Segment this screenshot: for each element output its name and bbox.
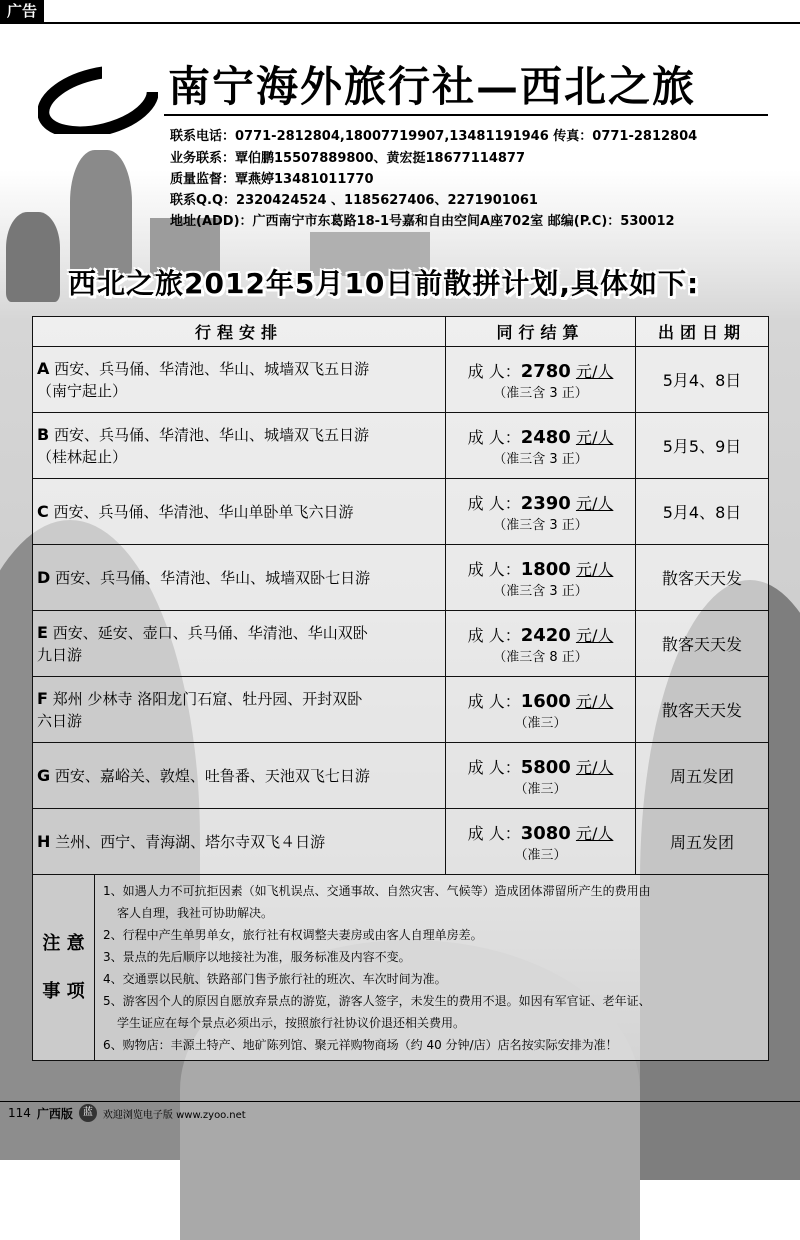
edition-label: 广西版 — [36, 1106, 73, 1121]
price-value: 2390 — [520, 492, 571, 514]
notes-list — [95, 875, 769, 1061]
top-bar — [0, 0, 800, 24]
route-letter: E — [37, 622, 48, 642]
price-unit: 元/人 — [575, 823, 614, 843]
price-label: 成 人： — [467, 361, 521, 381]
route-text: 西安、延安、壶口、兵马俑、华清池、华山双卧 — [52, 623, 368, 642]
table-row — [33, 479, 769, 545]
note-item: 2、行程中产生单男单女，旅行社有权调整夫妻房或由客人自理单房差。 — [103, 927, 483, 942]
price-unit: 元/人 — [575, 757, 614, 777]
route-text-2: 九日游 — [37, 645, 83, 664]
price-label: 成 人： — [467, 493, 521, 513]
price-note: （准三） — [514, 847, 567, 863]
price-cell — [446, 677, 636, 743]
title-divider — [164, 114, 768, 116]
departure-date: 5月5、9日 — [636, 413, 769, 479]
price-cell — [446, 479, 636, 545]
notes-row — [33, 875, 769, 1061]
route-cell — [33, 479, 446, 545]
route-letter: A — [37, 358, 50, 378]
contact-phone: 联系电话：0771-2812804,18007719907,13481191946 传真：0771-2812804 — [170, 129, 698, 144]
price-value: 2420 — [520, 624, 571, 646]
price-value: 1600 — [520, 690, 571, 712]
note-item: 6、购物店：丰源土特产、地矿陈列馆、聚元祥购物商场（约 40 分钟/店）店名按实际安排为准！ — [103, 1037, 618, 1052]
route-letter: G — [37, 765, 51, 785]
route-letter: B — [37, 424, 50, 444]
route-cell — [33, 545, 446, 611]
departure-date: 散客天天发 — [636, 611, 769, 677]
price-cell — [446, 545, 636, 611]
price-value: 3080 — [520, 822, 571, 844]
site-link[interactable]: 欢迎浏览电子版 www.zyoo.net — [102, 1109, 246, 1121]
route-text-2: 六日游 — [37, 711, 83, 730]
departure-date: 散客天天发 — [636, 545, 769, 611]
price-note: （准三含 3 正） — [493, 451, 588, 467]
price-cell — [446, 743, 636, 809]
table-row — [33, 545, 769, 611]
note-item: 1、如遇人力不可抗拒因素（如飞机误点、交通事故、自然灾害、气候等）造成团体滞留所产生的费用由 — [103, 883, 651, 898]
contact-address: 地址(ADD)：广西南宁市东葛路18-1号嘉和自由空间A座702室 邮编(P.C)：530012 — [170, 214, 675, 229]
price-label: 成 人： — [467, 757, 521, 777]
price-unit: 元/人 — [575, 559, 614, 579]
footer — [8, 1104, 246, 1122]
ad-tag: 广告 — [0, 0, 44, 22]
price-note: （准三含 3 正） — [493, 517, 588, 533]
terracotta-warrior-image — [6, 212, 60, 302]
price-label: 成 人： — [467, 427, 521, 447]
price-cell — [446, 809, 636, 875]
price-unit: 元/人 — [575, 625, 614, 645]
contact-sales: 业务联系：覃伯鹏15507889800、黄宏挺18677114877 — [170, 151, 525, 166]
route-text: 兰州、西宁、青海湖、塔尔寺双飞４日游 — [55, 832, 326, 851]
route-letter: F — [37, 688, 48, 708]
departure-date: 周五发团 — [636, 743, 769, 809]
route-text: 西安、嘉峪关、敦煌、吐鲁番、天池双飞七日游 — [54, 766, 370, 785]
note-item: 4、交通票以民航、铁路部门售予旅行社的班次、车次时间为准。 — [103, 971, 447, 986]
header-price: 同行结算 — [446, 317, 636, 347]
table-header-row — [33, 317, 769, 347]
route-cell — [33, 413, 446, 479]
price-unit: 元/人 — [575, 427, 614, 447]
price-label: 成 人： — [467, 691, 521, 711]
price-value: 5800 — [520, 756, 571, 778]
departure-date: 5月4、8日 — [636, 347, 769, 413]
note-item: 5、游客因个人的原因自愿放弃景点的游览，游客人签字，未发生的费用不退。如因有军官证、老年证、 — [103, 993, 651, 1008]
terracotta-warrior-image — [70, 150, 132, 280]
price-cell — [446, 413, 636, 479]
header-itinerary: 行程安排 — [33, 317, 446, 347]
route-cell — [33, 809, 446, 875]
route-text: 西安、兵马俑、华清池、华山、城墙双飞五日游 — [53, 425, 369, 444]
price-label: 成 人： — [467, 823, 521, 843]
route-cell — [33, 743, 446, 809]
departure-date: 散客天天发 — [636, 677, 769, 743]
price-label: 成 人： — [467, 559, 521, 579]
note-item: 客人自理，我社可协助解决。 — [117, 905, 274, 920]
header-date: 出团日期 — [636, 317, 769, 347]
price-value: 2480 — [520, 426, 571, 448]
route-text-2: （南宁起止） — [37, 381, 128, 400]
price-note: （准三） — [514, 715, 567, 731]
price-value: 1800 — [520, 558, 571, 580]
table-row — [33, 611, 769, 677]
price-cell — [446, 347, 636, 413]
price-note: （准三含 8 正） — [493, 649, 588, 665]
contact-qq: 联系Q.Q：2320424524 、1185627406、2271901061 — [170, 193, 538, 208]
price-note: （准三含 3 正） — [493, 583, 588, 599]
note-item: 3、景点的先后顺序以地接社为准，服务标准及内容不变。 — [103, 949, 411, 964]
company-logo — [38, 62, 158, 134]
page-title: 南宁海外旅行社—西北之旅 — [168, 62, 697, 111]
price-cell — [446, 611, 636, 677]
route-cell — [33, 611, 446, 677]
table-row — [33, 347, 769, 413]
route-text: 郑州 少林寺 洛阳龙门石窟、牡丹园、开封双卧 — [52, 689, 363, 708]
headline: 西北之旅2012年5月10日前散拼计划,具体如下: — [68, 267, 700, 300]
route-text: 西安、兵马俑、华清池、华山、城墙双飞五日游 — [54, 359, 370, 378]
contact-quality: 质量监督：覃燕婷13481011770 — [170, 172, 374, 187]
page-number: 114 — [8, 1106, 31, 1120]
table-row — [33, 677, 769, 743]
note-item: 学生证应在每个景点必须出示，按照旅行社协议价退还相关费用。 — [117, 1015, 466, 1030]
route-cell — [33, 677, 446, 743]
tour-table — [32, 316, 769, 1061]
route-letter: H — [37, 831, 51, 851]
price-note: （准三） — [514, 781, 567, 797]
route-cell — [33, 347, 446, 413]
departure-date: 5月4、8日 — [636, 479, 769, 545]
departure-date: 周五发团 — [636, 809, 769, 875]
price-label: 成 人： — [467, 625, 521, 645]
route-letter: C — [37, 501, 49, 521]
route-text-2: （桂林起止） — [37, 447, 128, 466]
route-text: 西安、兵马俑、华清池、华山、城墙双卧七日游 — [55, 568, 371, 587]
table-row — [33, 743, 769, 809]
price-note: （准三含 3 正） — [493, 385, 588, 401]
route-text: 西安、兵马俑、华清池、华山单卧单飞六日游 — [53, 502, 354, 521]
price-unit: 元/人 — [575, 691, 614, 711]
table-row — [33, 809, 769, 875]
notes-label: 注 意 事 项 — [33, 875, 95, 1061]
table-row — [33, 413, 769, 479]
route-letter: D — [37, 567, 51, 587]
price-unit: 元/人 — [575, 361, 614, 381]
footer-divider — [0, 1101, 800, 1102]
edition-badge: 蓝 — [79, 1104, 97, 1122]
price-unit: 元/人 — [575, 493, 614, 513]
price-value: 2780 — [520, 360, 571, 382]
